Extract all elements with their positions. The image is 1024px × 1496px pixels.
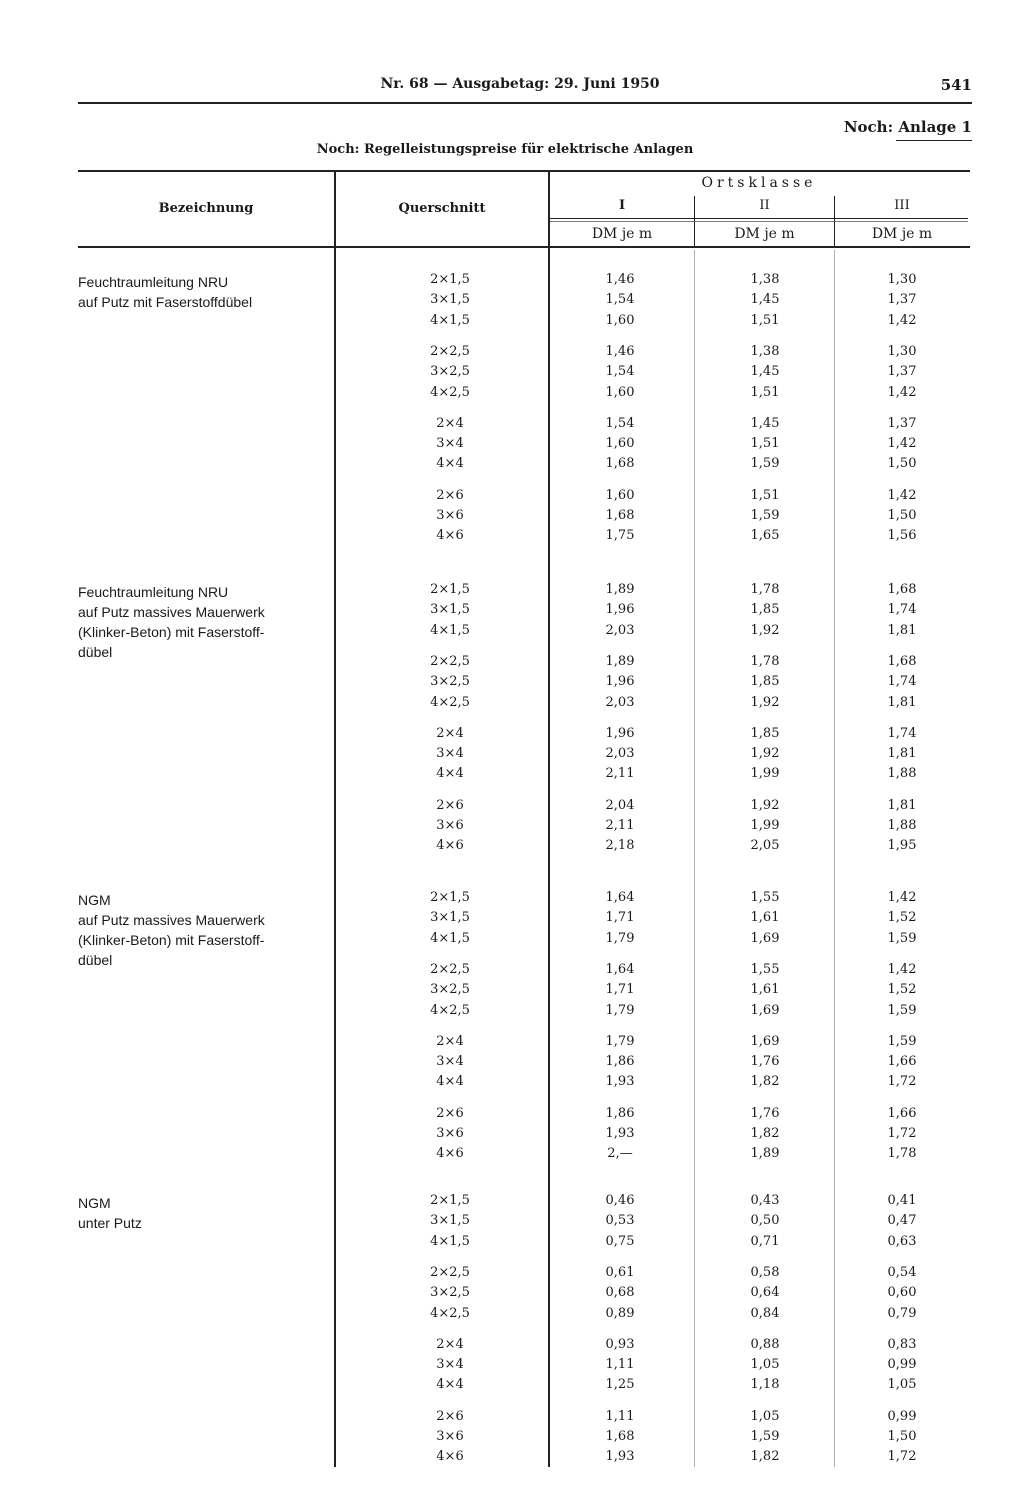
cell-class-1: 1,86 bbox=[605, 1054, 635, 1070]
cell-class-2: 1,45 bbox=[750, 364, 780, 380]
cell-class-2: 1,92 bbox=[750, 622, 780, 638]
cell-class-3: 1,42 bbox=[887, 384, 917, 400]
cell-querschnitt: 2×4 bbox=[436, 1336, 464, 1352]
cell-class-1: 1,96 bbox=[605, 602, 635, 618]
cell-class-1: 1,93 bbox=[605, 1126, 635, 1141]
cell-class-3: 1,95 bbox=[887, 838, 917, 854]
cell-querschnitt: 3×4 bbox=[436, 436, 464, 452]
cell-class-2: 1,51 bbox=[750, 384, 780, 400]
cell-class-3: 1,59 bbox=[887, 1002, 917, 1018]
cell-querschnitt: 2×6 bbox=[436, 1408, 464, 1424]
cell-class-2: 1,59 bbox=[750, 508, 780, 523]
cell-class-1: 1,71 bbox=[605, 982, 635, 998]
cell-class-2: 1,69 bbox=[750, 1002, 780, 1018]
cell-class-1: 1,64 bbox=[605, 890, 635, 905]
cell-class-2: 1,45 bbox=[750, 292, 780, 308]
cell-class-1: 1,60 bbox=[605, 384, 635, 400]
cell-class-3: 1,42 bbox=[887, 436, 917, 452]
cell-querschnitt: 2×6 bbox=[436, 487, 464, 503]
cell-class-2: 1,85 bbox=[750, 725, 780, 741]
cell-querschnitt: 3×1,5 bbox=[430, 910, 470, 926]
description-line: auf Putz massives Mauerwerk bbox=[78, 912, 265, 928]
cell-class-1: 1,54 bbox=[605, 292, 635, 308]
cell-querschnitt: 2×1,5 bbox=[430, 1193, 470, 1208]
cell-class-3: 1,05 bbox=[887, 1377, 917, 1393]
cell-class-1: 0,53 bbox=[605, 1213, 635, 1229]
cell-querschnitt: 4×4 bbox=[436, 1074, 464, 1090]
cell-class-2: 0,58 bbox=[750, 1264, 780, 1280]
cell-class-2: 0,84 bbox=[750, 1305, 780, 1321]
cell-class-2: 1,76 bbox=[750, 1105, 780, 1121]
cell-querschnitt: 3×6 bbox=[436, 1429, 464, 1444]
cell-class-1: 1,60 bbox=[605, 436, 635, 452]
cell-class-1: 1,11 bbox=[605, 1357, 635, 1373]
cell-class-1: 2,11 bbox=[605, 818, 635, 833]
cell-class-3: 1,50 bbox=[887, 1429, 917, 1444]
cell-class-3: 0,79 bbox=[887, 1305, 917, 1321]
cell-querschnitt: 2×4 bbox=[436, 1033, 464, 1049]
cell-class-3: 0,99 bbox=[887, 1408, 917, 1424]
cell-class-3: 1,72 bbox=[887, 1074, 917, 1090]
cell-class-3: 1,42 bbox=[887, 961, 917, 977]
cell-querschnitt: 4×6 bbox=[436, 1449, 464, 1465]
cell-class-1: 1,11 bbox=[605, 1408, 635, 1424]
section-description bbox=[78, 582, 333, 662]
cell-class-1: 0,46 bbox=[605, 1193, 635, 1208]
cell-querschnitt: 4×2,5 bbox=[430, 1002, 470, 1018]
anlage-underline bbox=[896, 140, 972, 141]
cell-class-2: 1,59 bbox=[750, 1429, 780, 1444]
cell-class-1: 1,54 bbox=[605, 415, 635, 431]
cell-class-1: 1,46 bbox=[605, 343, 635, 359]
cell-class-3: 1,81 bbox=[887, 797, 917, 813]
cell-class-2: 1,99 bbox=[750, 766, 780, 782]
cell-class-2: 1,59 bbox=[750, 456, 780, 472]
cell-class-3: 1,52 bbox=[887, 910, 917, 926]
cell-class-3: 1,50 bbox=[887, 456, 917, 472]
cell-class-3: 1,66 bbox=[887, 1105, 917, 1121]
col-head-querschnitt: Querschnitt bbox=[398, 201, 486, 216]
cell-class-1: 1,86 bbox=[605, 1105, 635, 1121]
cell-querschnitt: 3×2,5 bbox=[430, 982, 470, 998]
cell-class-1: 1,89 bbox=[605, 582, 635, 597]
cell-querschnitt: 2×2,5 bbox=[430, 343, 470, 359]
cell-querschnitt: 3×2,5 bbox=[430, 364, 470, 380]
cell-class-3: 1,56 bbox=[887, 528, 917, 544]
cell-querschnitt: 4×1,5 bbox=[430, 622, 470, 638]
cell-querschnitt: 4×2,5 bbox=[430, 694, 470, 710]
cell-class-2: 1,78 bbox=[750, 582, 780, 597]
cell-class-1: 0,61 bbox=[605, 1264, 635, 1280]
cell-class-3: 1,74 bbox=[887, 674, 917, 690]
cell-class-2: 1,65 bbox=[750, 528, 780, 544]
cell-class-1: 1,93 bbox=[605, 1449, 635, 1465]
cell-class-3: 1,37 bbox=[887, 364, 917, 380]
cell-class-2: 1,61 bbox=[750, 910, 780, 926]
cell-class-1: 0,93 bbox=[605, 1336, 635, 1352]
anlage-label: Noch: Anlage 1 bbox=[843, 118, 972, 136]
cell-class-3: 0,41 bbox=[887, 1193, 917, 1208]
cell-class-3: 1,81 bbox=[887, 622, 917, 638]
cell-class-3: 1,72 bbox=[887, 1449, 917, 1465]
col-head-unit-1: DM je m bbox=[591, 226, 653, 242]
cell-querschnitt: 4×2,5 bbox=[430, 1305, 470, 1321]
cell-class-1: 1,60 bbox=[605, 487, 635, 503]
col-divider-2 bbox=[548, 172, 550, 1467]
cell-querschnitt: 3×6 bbox=[436, 1126, 464, 1141]
cell-class-2: 1,38 bbox=[750, 343, 780, 359]
description-line: auf Putz massives Mauerwerk bbox=[78, 604, 265, 620]
cell-class-3: 1,59 bbox=[887, 1033, 917, 1049]
cell-class-3: 1,72 bbox=[887, 1126, 917, 1141]
cell-class-2: 1,92 bbox=[750, 746, 780, 762]
cell-class-3: 0,83 bbox=[887, 1336, 917, 1352]
cell-querschnitt: 2×1,5 bbox=[430, 272, 470, 287]
col-head-ortsklasse: Ortsklasse bbox=[701, 175, 817, 191]
cell-class-3: 1,42 bbox=[887, 890, 917, 905]
col-divider-4-body bbox=[834, 250, 835, 1467]
description-line: (Klinker-Beton) mit Faserstoff- bbox=[78, 624, 265, 640]
cell-querschnitt: 4×6 bbox=[436, 838, 464, 854]
cell-class-3: 1,78 bbox=[887, 1146, 917, 1162]
cell-querschnitt: 2×2,5 bbox=[430, 1264, 470, 1280]
cell-class-2: 1,61 bbox=[750, 982, 780, 998]
cell-class-3: 0,47 bbox=[887, 1213, 917, 1229]
col-divider-3-body bbox=[694, 250, 695, 1467]
cell-class-1: 1,68 bbox=[605, 1429, 635, 1444]
cell-class-2: 1,89 bbox=[750, 1146, 780, 1162]
description-line: unter Putz bbox=[78, 1215, 142, 1231]
table-title: Noch: Regelleistungspreise für elektrische Anlagen bbox=[316, 142, 694, 157]
section-description bbox=[78, 890, 333, 970]
cell-class-2: 0,43 bbox=[750, 1193, 780, 1208]
cell-class-2: 1,51 bbox=[750, 487, 780, 503]
cell-querschnitt: 2×1,5 bbox=[430, 582, 470, 597]
cell-class-3: 1,68 bbox=[887, 582, 917, 597]
cell-class-2: 1,38 bbox=[750, 272, 780, 287]
description-line: NGM bbox=[78, 892, 111, 908]
cell-querschnitt: 3×4 bbox=[436, 746, 464, 762]
cell-class-1: 1,79 bbox=[605, 930, 635, 946]
cell-class-1: 1,25 bbox=[605, 1377, 635, 1393]
cell-querschnitt: 4×4 bbox=[436, 766, 464, 782]
cell-querschnitt: 2×6 bbox=[436, 1105, 464, 1121]
cell-class-1: 1,79 bbox=[605, 1033, 635, 1049]
cell-class-3: 0,99 bbox=[887, 1357, 917, 1373]
col-head-unit-3: DM je m bbox=[871, 226, 933, 242]
cell-class-1: 1,54 bbox=[605, 364, 635, 380]
cell-class-3: 1,42 bbox=[887, 487, 917, 503]
cell-querschnitt: 4×4 bbox=[436, 456, 464, 472]
cell-querschnitt: 2×4 bbox=[436, 725, 464, 741]
cell-class-1: 1,68 bbox=[605, 456, 635, 472]
unit-rule bbox=[550, 221, 968, 222]
cell-querschnitt: 4×6 bbox=[436, 528, 464, 544]
cell-class-3: 1,81 bbox=[887, 746, 917, 762]
cell-class-3: 1,52 bbox=[887, 982, 917, 998]
cell-class-1: 2,11 bbox=[605, 766, 635, 782]
cell-querschnitt: 4×2,5 bbox=[430, 384, 470, 400]
page-number: 541 bbox=[940, 76, 972, 94]
header-rule bbox=[78, 102, 972, 104]
cell-class-3: 0,54 bbox=[887, 1264, 917, 1280]
cell-class-3: 0,63 bbox=[887, 1233, 917, 1249]
cell-querschnitt: 3×6 bbox=[436, 508, 464, 523]
cell-class-1: 0,89 bbox=[605, 1305, 635, 1321]
cell-querschnitt: 4×4 bbox=[436, 1377, 464, 1393]
cell-class-2: 1,76 bbox=[750, 1054, 780, 1070]
cell-class-1: 1,60 bbox=[605, 312, 635, 328]
cell-class-1: 2,03 bbox=[605, 622, 635, 638]
cell-class-1: 1,68 bbox=[605, 508, 635, 523]
cell-class-2: 1,51 bbox=[750, 436, 780, 452]
cell-class-1: 1,93 bbox=[605, 1074, 635, 1090]
description-line: Feuchtraumleitung NRU bbox=[78, 584, 229, 600]
cell-class-2: 1,85 bbox=[750, 674, 780, 690]
cell-querschnitt: 3×1,5 bbox=[430, 1213, 470, 1229]
cell-class-3: 1,74 bbox=[887, 725, 917, 741]
cell-class-2: 2,05 bbox=[750, 838, 780, 854]
cell-class-3: 1,37 bbox=[887, 292, 917, 308]
cell-class-3: 1,88 bbox=[887, 766, 917, 782]
col-head-class-2: II bbox=[759, 198, 770, 213]
cell-class-2: 1,85 bbox=[750, 602, 780, 618]
cell-class-1: 2,— bbox=[607, 1146, 633, 1162]
cell-class-3: 1,30 bbox=[887, 343, 917, 359]
cell-class-1: 1,96 bbox=[605, 725, 635, 741]
cell-querschnitt: 4×1,5 bbox=[430, 930, 470, 946]
col-head-class-1: I bbox=[618, 198, 626, 213]
section-description bbox=[78, 272, 333, 312]
cell-class-3: 1,50 bbox=[887, 508, 917, 523]
cell-class-2: 1,82 bbox=[750, 1126, 780, 1141]
cell-class-2: 1,51 bbox=[750, 312, 780, 328]
cell-class-2: 1,05 bbox=[750, 1357, 780, 1373]
cell-querschnitt: 3×6 bbox=[436, 818, 464, 833]
cell-class-2: 1,45 bbox=[750, 415, 780, 431]
description-line: dübel bbox=[78, 644, 113, 660]
cell-class-2: 1,18 bbox=[750, 1377, 780, 1393]
cell-class-1: 1,46 bbox=[605, 272, 635, 287]
cell-querschnitt: 3×4 bbox=[436, 1054, 464, 1070]
cell-class-1: 2,04 bbox=[605, 797, 635, 813]
col-head-bezeichnung: Bezeichnung bbox=[158, 201, 254, 216]
cell-class-1: 2,18 bbox=[605, 838, 635, 854]
cell-class-3: 1,30 bbox=[887, 272, 917, 287]
cell-class-2: 1,99 bbox=[750, 818, 780, 833]
table-head-bottom-rule bbox=[78, 246, 970, 248]
table-top-rule bbox=[78, 170, 970, 172]
cell-class-2: 1,82 bbox=[750, 1449, 780, 1465]
cell-class-2: 1,55 bbox=[750, 961, 780, 977]
section-description bbox=[78, 1193, 333, 1233]
cell-class-2: 0,64 bbox=[750, 1285, 780, 1301]
cell-querschnitt: 3×1,5 bbox=[430, 292, 470, 308]
issue-header: Nr. 68 — Ausgabetag: 29. Juni 1950 bbox=[380, 76, 660, 92]
cell-class-2: 1,92 bbox=[750, 694, 780, 710]
cell-querschnitt: 3×1,5 bbox=[430, 602, 470, 618]
cell-querschnitt: 4×6 bbox=[436, 1146, 464, 1162]
cell-class-1: 2,03 bbox=[605, 746, 635, 762]
cell-class-2: 0,88 bbox=[750, 1336, 780, 1352]
cell-class-1: 0,75 bbox=[605, 1233, 635, 1249]
cell-class-1: 1,96 bbox=[605, 674, 635, 690]
cell-class-2: 1,78 bbox=[750, 653, 780, 669]
cell-class-2: 0,50 bbox=[750, 1213, 780, 1229]
cell-class-2: 1,82 bbox=[750, 1074, 780, 1090]
cell-class-2: 1,92 bbox=[750, 797, 780, 813]
cell-querschnitt: 3×2,5 bbox=[430, 1285, 470, 1301]
cell-class-3: 1,66 bbox=[887, 1054, 917, 1070]
cell-querschnitt: 3×2,5 bbox=[430, 674, 470, 690]
description-line: NGM bbox=[78, 1195, 111, 1211]
cell-class-2: 1,69 bbox=[750, 930, 780, 946]
description-line: Feuchtraumleitung NRU bbox=[78, 274, 229, 290]
description-line: auf Putz mit Faserstoffdübel bbox=[78, 294, 253, 310]
cell-class-1: 2,03 bbox=[605, 694, 635, 710]
col-divider-1 bbox=[334, 172, 336, 1467]
cell-class-3: 1,88 bbox=[887, 818, 917, 833]
cell-class-3: 1,74 bbox=[887, 602, 917, 618]
cell-querschnitt: 2×1,5 bbox=[430, 890, 470, 905]
col-head-class-3: III bbox=[894, 198, 910, 213]
cell-querschnitt: 2×6 bbox=[436, 797, 464, 813]
cell-querschnitt: 3×4 bbox=[436, 1357, 464, 1373]
cell-class-3: 1,59 bbox=[887, 930, 917, 946]
cell-class-3: 1,81 bbox=[887, 694, 917, 710]
cell-class-3: 0,60 bbox=[887, 1285, 917, 1301]
col-head-unit-2: DM je m bbox=[734, 226, 795, 242]
cell-class-1: 1,64 bbox=[605, 961, 635, 977]
cell-class-2: 1,05 bbox=[750, 1408, 780, 1424]
cell-querschnitt: 2×2,5 bbox=[430, 961, 470, 977]
cell-class-1: 1,79 bbox=[605, 1002, 635, 1018]
cell-class-3: 1,37 bbox=[887, 415, 917, 431]
cell-class-1: 0,68 bbox=[605, 1285, 635, 1301]
cell-class-2: 1,69 bbox=[750, 1033, 780, 1049]
cell-class-1: 1,89 bbox=[605, 653, 635, 669]
cell-querschnitt: 2×4 bbox=[436, 415, 464, 431]
cell-querschnitt: 4×1,5 bbox=[430, 1233, 470, 1249]
ortsklasse-rule bbox=[550, 218, 968, 219]
description-line: dübel bbox=[78, 952, 113, 968]
cell-class-2: 1,55 bbox=[750, 890, 780, 905]
cell-class-3: 1,42 bbox=[887, 312, 917, 328]
cell-querschnitt: 4×1,5 bbox=[430, 312, 470, 328]
description-line: (Klinker-Beton) mit Faserstoff- bbox=[78, 932, 265, 948]
cell-querschnitt: 2×2,5 bbox=[430, 653, 470, 669]
cell-class-1: 1,75 bbox=[605, 528, 635, 544]
cell-class-2: 0,71 bbox=[750, 1233, 780, 1249]
cell-class-3: 1,68 bbox=[887, 653, 917, 669]
cell-class-1: 1,71 bbox=[605, 910, 635, 926]
